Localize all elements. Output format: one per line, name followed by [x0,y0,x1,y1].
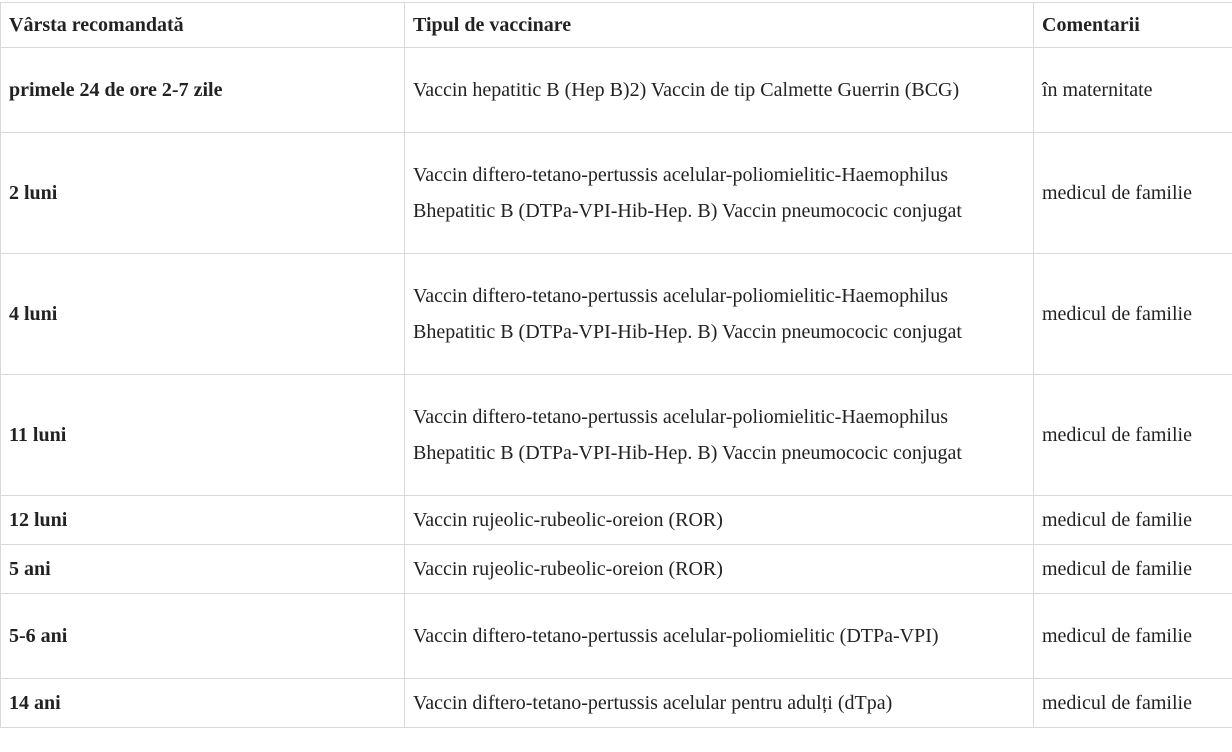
row-vaccine: Vaccin rujeolic-rubeolic-oreion (ROR) [405,496,1034,545]
table-row [1,545,1232,594]
row-comment: medicul de familie [1034,594,1232,679]
row-comment: medicul de familie [1034,375,1232,496]
row-age: 4 luni [1,254,405,375]
row-age: 11 luni [1,375,405,496]
row-vaccine: Vaccin diftero-tetano-pertussis acelular pentru adulți (dTpa) [405,679,1034,728]
row-age: 14 ani [1,679,405,728]
row-comment: medicul de familie [1034,679,1232,728]
row-comment: medicul de familie [1034,496,1232,545]
row-comment: medicul de familie [1034,133,1232,254]
table-row [1,594,1232,679]
table-row [1,48,1232,133]
row-comment: medicul de familie [1034,254,1232,375]
row-age: 5-6 ani [1,594,405,679]
vaccination-schedule-table [0,2,1232,728]
row-age: 5 ani [1,545,405,594]
row-vaccine: Vaccin rujeolic-rubeolic-oreion (ROR) [405,545,1034,594]
row-comment: în maternitate [1034,48,1232,133]
table-row [1,254,1232,375]
row-comment: medicul de familie [1034,545,1232,594]
table-row [1,133,1232,254]
row-vaccine: Vaccin hepatitic B (Hep B)2) Vaccin de tip Calmette Guerrin (BCG) [405,48,1034,133]
header-comments: Comentarii [1034,3,1232,48]
header-vaccine-type: Tipul de vaccinare [405,3,1034,48]
header-age: Vârsta recomandată [1,3,405,48]
row-vaccine: Vaccin diftero-tetano-pertussis acelular-poliomielitic (DTPa-VPI) [405,594,1034,679]
row-age: 2 luni [1,133,405,254]
table-row [1,375,1232,496]
table-row [1,496,1232,545]
row-vaccine: Vaccin diftero-tetano-pertussis acelular-poliomielitic-Haemophilus Bhepatitic B (DTPa-VPI-Hib-Hep. B) Vaccin pneumococic conjugat [405,133,1034,254]
row-age: primele 24 de ore 2-7 zile [1,48,405,133]
table-header-row [1,3,1232,48]
row-vaccine: Vaccin diftero-tetano-pertussis acelular-poliomielitic-Haemophilus Bhepatitic B (DTPa-VPI-Hib-Hep. B) Vaccin pneumococic conjugat [405,375,1034,496]
row-age: 12 luni [1,496,405,545]
table-row [1,679,1232,728]
row-vaccine: Vaccin diftero-tetano-pertussis acelular-poliomielitic-Haemophilus Bhepatitic B (DTPa-VPI-Hib-Hep. B) Vaccin pneumococic conjugat [405,254,1034,375]
